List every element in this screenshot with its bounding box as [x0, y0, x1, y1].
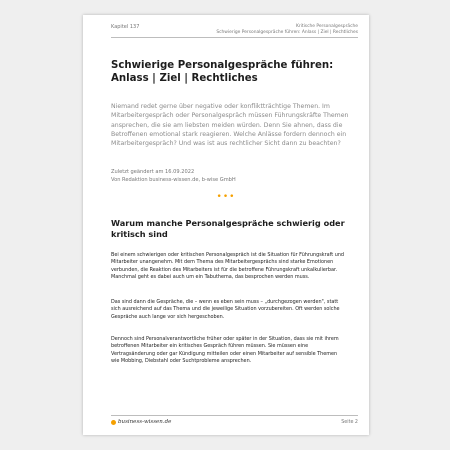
article-lead: Niemand redet gerne über negative oder konfliktträchtige Themen. Im Mitarbeitergespräch oder Personalgespräch müssen Führungskräfte Themen ansprechen, die sie am liebsten meiden würden. Denn Sie ahnen, dass die Betroffenen emotional stark reagieren. Welche Anlässe fordern dennoch ein Mitarbeitergespräch? Und was ist aus rechtlicher Sicht dann zu beachten?: [111, 103, 349, 148]
section-heading: Warum manche Personalgespräche schwierig oder kritisch sind: [111, 218, 345, 239]
running-header: [158, 24, 358, 36]
separator-dots-icon: •••: [216, 192, 236, 202]
author-line: Von Redaktion business-wissen.de, b-wise GmbH: [111, 176, 236, 183]
body-paragraph: Dennoch sind Personalverantwortliche früher oder später in der Situation, dass sie mit ihrem betroffenen Mitarbeiter ein kritisches Gespräch führen müssen. Sie müssen eine Vertragsänderung oder gar Kündigung mitteilen oder einen Mitarbeiter auf sensible Themen wie Mobbing, Diebstahl oder Suchtprobleme ansprechen.: [111, 336, 339, 365]
footer-logo: [111, 419, 171, 425]
updated-date: Zuletzt geändert am 16.09.2022: [111, 169, 195, 175]
header-breadcrumb: Schwierige Personalgespräche führen: Anlass | Ziel | Rechtliches: [216, 29, 358, 35]
body-paragraph: Das sind dann die Gespräche, die – wenn es eben sein muss – „durchgezogen werden", statt sich ausreichend auf das Thema und die jeweilige Situation vorzubereiten. Oft werden solche Gespräche auch lange vor sich hergeschoben.: [111, 299, 340, 320]
document-page: [83, 15, 369, 435]
logo-text: business-wissen.de: [118, 419, 172, 425]
logo-dot-icon: [111, 420, 116, 425]
chapter-label: Kapitel 137: [111, 24, 140, 30]
article-meta: [111, 169, 351, 185]
footer-divider: [111, 415, 358, 416]
header-divider: [111, 37, 358, 38]
section-label: Kritische Personalgespräche: [295, 24, 358, 29]
page-number: Seite 2: [341, 420, 358, 425]
body-paragraph: Bei einem schwierigen oder kritischen Personalgespräch ist die Situation für Führungskraft und Mitarbeiter unangenehm. Mit dem Thema des Mitarbeitergesprächs sind starke Emotionen verbunden, die Reaktion des Mitarbeiters ist für die betroffene Führungskraft unkalkulierbar. Manchmal geht es dabei auch um ein Tabuthema, das besprochen werden muss.: [111, 252, 345, 281]
article-title: Schwierige Personalgespräche führen: Anlass | Ziel | Rechtliches: [111, 60, 334, 84]
